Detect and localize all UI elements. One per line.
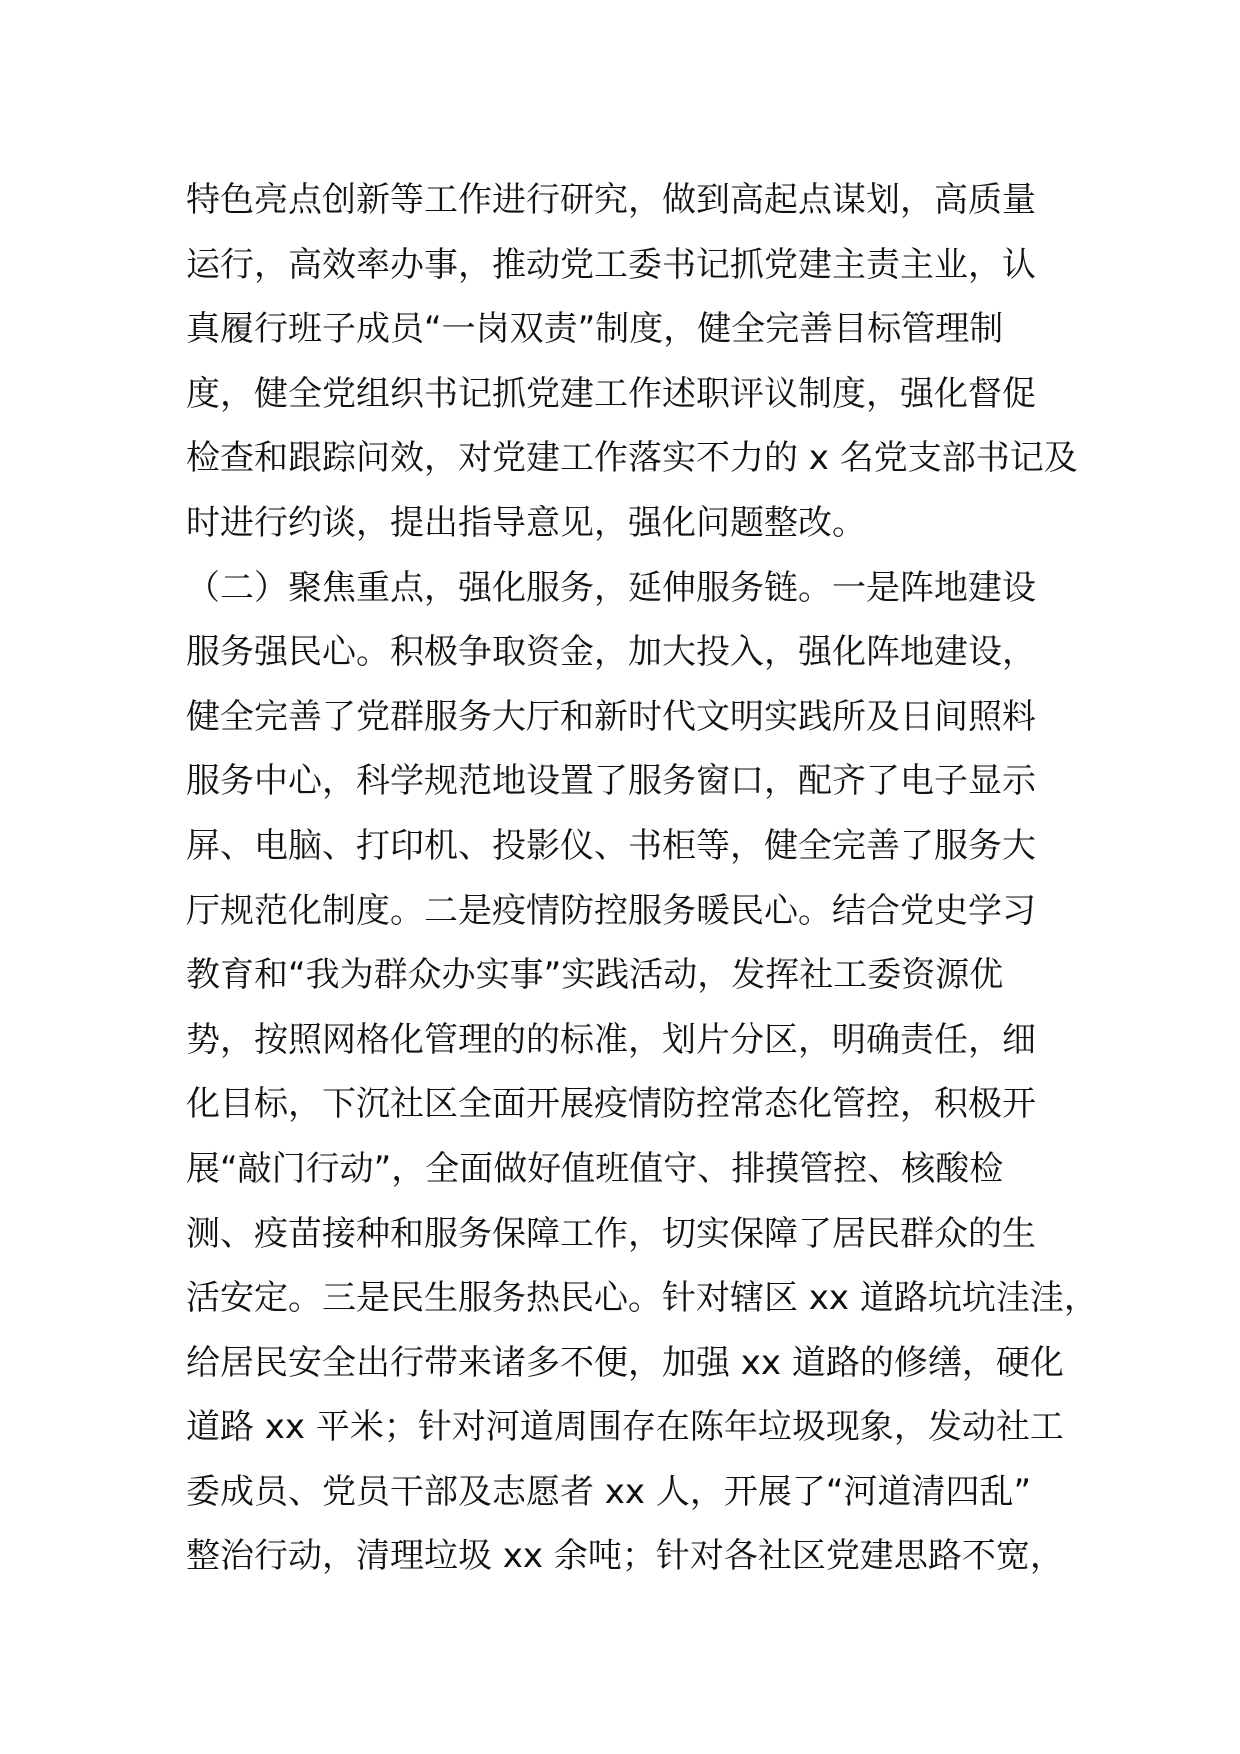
text-line: 测、疫苗接种和服务保障工作，切实保障了居民群众的生 — [186, 1213, 1036, 1254]
text-line: 活安定。三是民生服务热民心。针对辖区 xx 道路坑坑洼洼， — [186, 1278, 1098, 1319]
text-line: 厅规范化制度。二是疫情防控服务暖民心。结合党史学习 — [186, 890, 1036, 931]
text-line: 运行，高效率办事，推动党工委书记抓党建主责主业，认 — [186, 244, 1036, 285]
text-line: 服务强民心。积极争取资金，加大投入，强化阵地建设， — [186, 632, 1036, 673]
text-line: 真履行班子成员“一岗双责”制度，健全完善目标管理制 — [186, 309, 1004, 350]
text-line: 整治行动，清理垃圾 xx 余吨；针对各社区党建思路不宽， — [186, 1536, 1064, 1577]
text-line: 委成员、党员干部及志愿者 xx 人，开展了“河道清四乱” — [186, 1471, 1032, 1512]
text-line: 度，健全党组织书记抓党建工作述职评议制度，强化督促 — [186, 373, 1036, 414]
text-line: 给居民安全出行带来诸多不便，加强 xx 道路的修缮，硬化 — [186, 1342, 1064, 1383]
text-line: 检查和跟踪问效，对党建工作落实不力的 x 名党支部书记及 — [186, 438, 1078, 479]
text-line: 展“敲门行动”，全面做好值班值守、排摸管控、核酸检 — [186, 1148, 1004, 1189]
text-line: 势，按照网格化管理的的标准，划片分区，明确责任，细 — [186, 1019, 1036, 1060]
body-text — [186, 168, 1098, 1589]
text-line: 道路 xx 平米；针对河道周围存在陈年垃圾现象，发动社工 — [186, 1407, 1064, 1448]
text-line: （二）聚焦重点，强化服务，延伸服务链。一是阵地建设 — [186, 567, 1036, 608]
text-line: 屏、电脑、打印机、投影仪、书柜等，健全完善了服务大 — [186, 825, 1036, 866]
text-line: 教育和“我为群众办实事”实践活动，发挥社工委资源优 — [186, 955, 1004, 996]
text-line: 时进行约谈，提出指导意见，强化问题整改。 — [186, 502, 866, 543]
text-line: 服务中心，科学规范地设置了服务窗口，配齐了电子显示 — [186, 761, 1036, 802]
text-line: 特色亮点创新等工作进行研究，做到高起点谋划，高质量 — [186, 180, 1036, 220]
text-line: 化目标，下沉社区全面开展疫情防控常态化管控，积极开 — [186, 1084, 1036, 1125]
text-line: 健全完善了党群服务大厅和新时代文明实践所及日间照料 — [186, 696, 1036, 737]
